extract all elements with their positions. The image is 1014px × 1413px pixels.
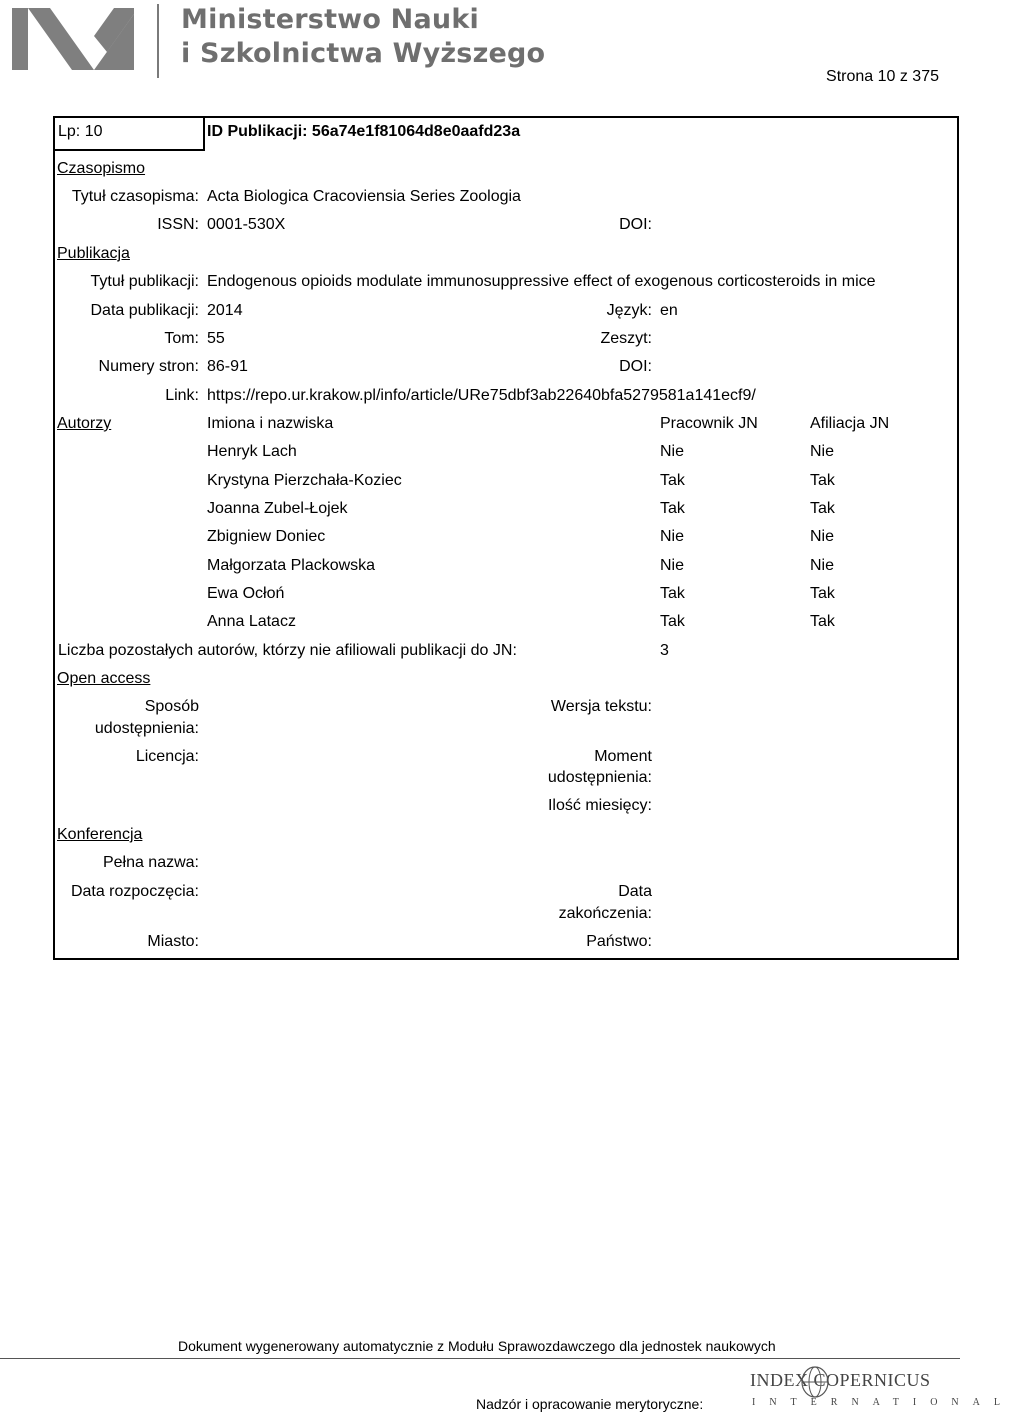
journal-title-value: Acta Biologica Cracoviensia Series Zoologia — [207, 188, 521, 205]
language-value: en — [660, 302, 678, 319]
publication-date-value: 2014 — [207, 302, 243, 319]
logo-separator — [157, 4, 159, 78]
open-access-section-heading: Open access — [57, 670, 151, 687]
access-method-label-line1: Sposób — [144, 698, 199, 715]
conference-end-label-line2: zakończenia: — [558, 905, 652, 922]
volume-label: Tom: — [164, 330, 199, 347]
author-affiliation: Nie — [810, 557, 835, 574]
pages-value: 86-91 — [207, 358, 248, 375]
conference-city-label: Miasto: — [147, 933, 199, 950]
author-affiliation: Nie — [810, 443, 835, 460]
author-name: Henryk Lach — [207, 443, 297, 460]
ic-logo-bottom-text: INTERNATIONAL — [752, 1397, 1014, 1408]
text-version-label: Wersja tekstu: — [550, 698, 652, 715]
authors-column-employee: Pracownik JN — [660, 415, 758, 432]
publication-id: ID Publikacji: 56a74e1f81064d8e0aafd23a — [207, 123, 521, 140]
lp-box-right — [203, 116, 205, 151]
months-label: Ilość miesięcy: — [547, 797, 652, 814]
issn-value: 0001-530X — [207, 216, 286, 233]
remaining-authors-value: 3 — [660, 642, 669, 659]
ministry-name-line2: i Szkolnictwa Wyższego — [181, 38, 546, 69]
issn-label: ISSN: — [157, 216, 199, 233]
footer-generated-note: Dokument wygenerowany automatycznie z Modułu Sprawozdawczego dla jednostek naukowych — [178, 1338, 776, 1354]
author-name: Ewa Ocłoń — [207, 585, 285, 602]
ministry-name-line1: Ministerstwo Nauki — [181, 4, 479, 35]
author-affiliation: Nie — [810, 528, 835, 545]
conference-section-heading: Konferencja — [57, 826, 143, 843]
remaining-authors-label: Liczba pozostałych autorów, którzy nie afiliowali publikacji do JN: — [58, 642, 517, 659]
authors-section-heading: Autorzy — [57, 415, 112, 432]
ministry-logo-icon — [12, 8, 134, 70]
pages-label: Numery stron: — [98, 358, 199, 375]
author-affiliation: Tak — [810, 500, 835, 517]
footer-supervision-label: Nadzór i opracowanie merytoryczne: — [476, 1396, 704, 1412]
publication-title-value: Endogenous opioids modulate immunosuppressive effect of exogenous corticosteroids in mice — [207, 273, 876, 290]
author-employee: Tak — [660, 500, 685, 517]
author-employee: Nie — [660, 528, 685, 545]
author-affiliation: Tak — [810, 585, 835, 602]
ic-emblem-icon — [800, 1365, 830, 1399]
conference-country-label: Państwo: — [586, 933, 652, 950]
publication-section-heading: Publikacja — [57, 245, 130, 262]
journal-doi-label: DOI: — [619, 216, 652, 233]
journal-section-heading: Czasopismo — [57, 160, 146, 177]
author-employee: Tak — [660, 472, 685, 489]
publication-doi-label: DOI: — [619, 358, 652, 375]
conference-end-label-line1: Data — [618, 883, 652, 900]
conference-full-name-label: Pełna nazwa: — [102, 854, 199, 871]
license-label: Licencja: — [135, 748, 199, 765]
author-name: Joanna Zubel-Łojek — [207, 500, 348, 517]
volume-value: 55 — [207, 330, 225, 347]
lp-box-bottom — [53, 149, 205, 151]
access-moment-label-line2: udostępnienia: — [547, 769, 652, 786]
author-name: Anna Latacz — [207, 613, 296, 630]
access-moment-label-line1: Moment — [594, 748, 652, 765]
authors-column-name: Imiona i nazwiska — [207, 415, 334, 432]
issue-label: Zeszyt: — [600, 330, 652, 347]
publication-title-label: Tytuł publikacji: — [90, 273, 199, 290]
authors-column-affiliation: Afiliacja JN — [810, 415, 890, 432]
author-employee: Tak — [660, 613, 685, 630]
access-method-label-line2: udostępnienia: — [94, 720, 199, 737]
author-employee: Tak — [660, 585, 685, 602]
lp-number: Lp: 10 — [58, 123, 103, 140]
language-label: Język: — [606, 302, 652, 319]
page-number: Strona 10 z 375 — [826, 68, 939, 85]
link-value[interactable]: https://repo.ur.krakow.pl/info/article/URe75dbf3ab22640bfa5279581a141ecf9/ — [207, 387, 756, 404]
author-name: Zbigniew Doniec — [207, 528, 326, 545]
ic-logo-top-text: INDEX COPERNICUS — [750, 1370, 931, 1390]
link-label: Link: — [165, 387, 199, 404]
journal-title-label: Tytuł czasopisma: — [71, 188, 199, 205]
publication-date-label: Data publikacji: — [90, 302, 199, 319]
author-employee: Nie — [660, 557, 685, 574]
author-affiliation: Tak — [810, 613, 835, 630]
author-employee: Nie — [660, 443, 685, 460]
author-name: Krystyna Pierzchała-Koziec — [207, 472, 402, 489]
footer-divider — [0, 1358, 960, 1359]
conference-start-label: Data rozpoczęcia: — [70, 883, 199, 900]
author-name: Małgorzata Plackowska — [207, 557, 376, 574]
author-affiliation: Tak — [810, 472, 835, 489]
